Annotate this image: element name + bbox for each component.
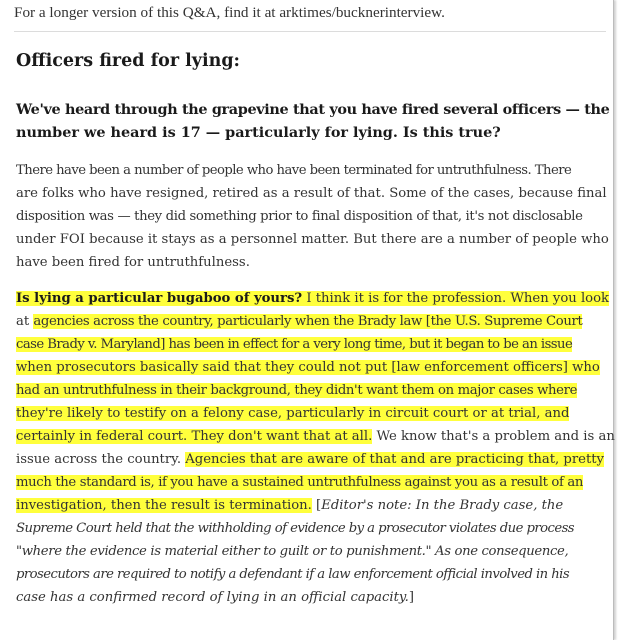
highlight: they're likely to testify on a felony case, particularly in circuit court or at trial, and [16,406,570,421]
answer-paragraph-2 [16,287,616,609]
paragraph-line: are folks who have resigned, retired as a result of that. Some of the cases, because final [16,186,607,201]
paragraph-line [16,333,616,356]
paragraph-line: There have been a number of people who have been terminated for untruthfulness. There [16,163,572,178]
highlight: had an untruthfulness in their background, they didn't want them on major cases where [16,383,578,398]
paragraph-line: Supreme Court held that the withholding of evidence by a prosecutor violates due process [16,521,575,536]
answer-paragraph-1 [16,159,616,274]
plain-text: at [16,314,34,329]
highlight: I think it is for the profession. [302,291,507,306]
plain-text: [ [311,498,322,513]
divider [14,31,606,32]
highlight: agencies across the country, particularly when the Brady law [the U.S. Supreme Court [33,314,583,329]
highlight: case Brady v. Maryland] has been in effect for a very long time, but it began to be an issue [16,337,573,352]
interview-question [16,98,608,144]
paragraph-line [16,379,616,402]
highlight: much the standard is, if you have a sustained untruthfulness against you as a result of an [16,475,583,490]
question-line: number we heard is 17 — particularly for lying. Is this true? [16,124,501,141]
intro-line: For a longer version of this Q&A, find it at arktimes/bucknerinterview. [14,4,445,21]
highlight: When you look [506,291,610,306]
section-title: Officers fired for lying: [16,51,241,71]
paragraph-line [16,287,616,310]
paragraph-line [16,448,616,471]
paragraph-line: have been fired for untruthfulness. [16,255,250,270]
paragraph-line [16,471,616,494]
editors-note: case has a confirmed record of lying in an official capacity. [16,590,409,605]
highlighted-question: Is lying a particular bugaboo of yours? [16,291,303,306]
paragraph-line [16,586,616,609]
paragraph-line [16,356,616,379]
plain-text: issue across the country. [16,452,186,467]
paragraph-line: under FOI because it stays as a personnel matter. But there are a number of people who [16,232,609,247]
paragraph-line [16,310,616,333]
paragraph-line: "where the evidence is material either to guilt or to punishment." As one consequence, [16,544,569,559]
paragraph-line: disposition was — they did something prior to final disposition of that, it's not disclosable [16,209,583,224]
highlight: Agencies that are aware of that and are practicing that, pretty [185,452,604,467]
paragraph-line [16,494,616,517]
paragraph-line [16,425,616,448]
paragraph-line: prosecutors are required to notify a defendant if a law enforcement official involved in his [16,567,570,582]
question-line: We've heard through the grapevine that you have fired several officers — the [16,101,610,118]
highlight: when prosecutors basically said that they could not put [law enforcement officers] who [16,360,600,375]
highlight: certainly in federal court. They don't want that at all. [16,429,373,444]
paragraph-line [16,402,616,425]
highlight: investigation, then the result is termination. [16,498,312,513]
editors-note: Editor's note: In the Brady case, the [321,498,564,513]
plain-text: We know that's a problem and is an [372,429,615,444]
plain-text: ] [408,590,414,605]
